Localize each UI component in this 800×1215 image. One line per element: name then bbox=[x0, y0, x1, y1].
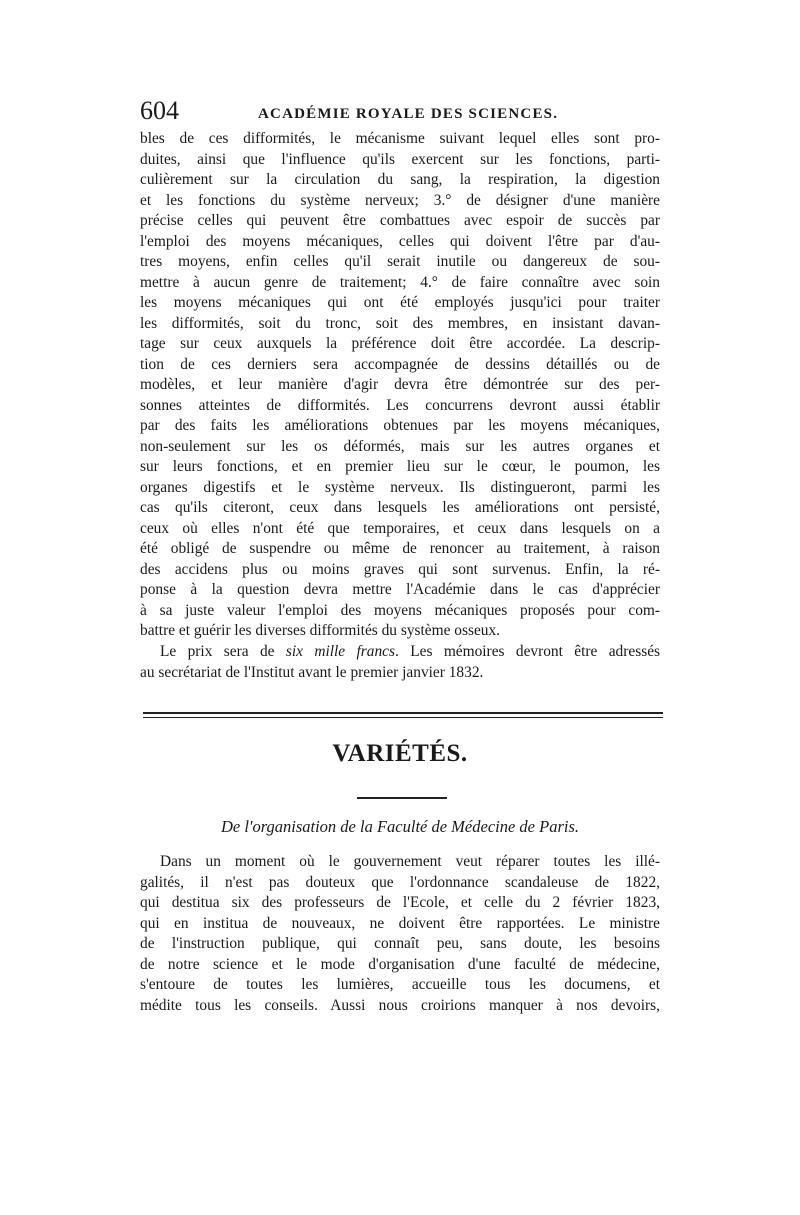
text-line: battre et guérir les diverses difformités du système osseux. bbox=[140, 622, 501, 639]
prize-text-before: Le prix sera de bbox=[160, 643, 286, 660]
section-divider bbox=[143, 712, 663, 718]
text-line: qui en institua de nouveaux, ne doivent être rapportées. Le ministre bbox=[140, 914, 660, 932]
page-header bbox=[140, 96, 670, 130]
text-line: par des faits les améliorations obtenues par les moyens mécaniques, bbox=[140, 417, 660, 434]
text-line: Dans un moment où le gouvernement veut réparer toutes les illé- bbox=[160, 853, 660, 870]
text-line: ceux où elles n'ont été que temporaires, et ceux dans lesquels on a bbox=[140, 519, 660, 537]
text-line: modèles, et leur manière d'agir devra être démontrée sur des per- bbox=[140, 376, 660, 393]
text-line: cas qu'ils citeront, ceux dans lesquels les améliorations ont persisté, bbox=[140, 499, 660, 516]
text-line: les moyens mécaniques qui ont été employés jusqu'ici pour traiter bbox=[140, 294, 660, 311]
text-line: de l'instruction publique, qui connaît peu, sans doute, les besoins bbox=[140, 935, 660, 952]
section-title: VARIÉTÉS. bbox=[332, 740, 468, 767]
text-line: à sa juste valeur l'emploi des moyens mécaniques proposés pour com- bbox=[140, 601, 660, 619]
text-line: sur leurs fonctions, et en premier lieu sur le cœur, le poumon, les bbox=[140, 458, 660, 475]
prize-paragraph bbox=[140, 642, 660, 683]
text-line: mettre à aucun genre de traitement; 4.° de faire connaître avec soin bbox=[140, 273, 660, 291]
top-paragraph bbox=[140, 129, 660, 642]
text-line: et les fonctions du système nerveux; 3.° de désigner d'une manière bbox=[140, 191, 660, 209]
text-line: des accidens plus ou moins graves qui sont survenus. Enfin, la ré- bbox=[140, 560, 660, 578]
page-number: 604 bbox=[140, 96, 179, 125]
text-line: qui destitua six des professeurs de l'Ecole, et celle du 2 février 1823, bbox=[140, 894, 660, 911]
text-line: ponse à la question devra mettre l'Académie dans le cas d'apprécier bbox=[140, 581, 660, 598]
text-line: sonnes atteintes de difformités. Les concurrens devront aussi établir bbox=[140, 396, 660, 414]
prize-amount: six mille francs bbox=[285, 643, 395, 660]
text-line: médite tous les conseils. Aussi nous croirions manquer à nos devoirs, bbox=[140, 996, 660, 1014]
deadline-line: au secrétariat de l'Institut avant le premier janvier 1832. bbox=[140, 663, 484, 681]
prize-text-after: . Les mémoires devront être adressés bbox=[394, 643, 661, 660]
text-line: culièrement sur la circulation du sang, la respiration, la digestion bbox=[140, 171, 660, 188]
prize-line bbox=[140, 642, 660, 663]
text-line: galités, il n'est pas douteux que l'ordonnance scandaleuse de 1822, bbox=[140, 873, 660, 891]
text-line: les difformités, soit du tronc, soit des membres, en insistant davan- bbox=[140, 314, 660, 332]
text-line: l'emploi des moyens mécaniques, celles qui doivent l'être par d'au- bbox=[140, 232, 660, 250]
section-subtitle: De l'organisation de la Faculté de Médecine de Paris. bbox=[220, 817, 580, 836]
text-line: tres moyens, enfin celles qu'il serait inutile ou dangereux de sou- bbox=[140, 253, 660, 270]
text-line: bles de ces difformités, le mécanisme suivant lequel elles sont pro- bbox=[140, 130, 660, 147]
text-line: de notre science et le mode d'organisation d'une faculté de médecine, bbox=[140, 955, 660, 973]
text-line: duites, ainsi que l'influence qu'ils exercent sur les fonctions, parti- bbox=[140, 150, 660, 168]
text-line: s'entoure de toutes les lumières, accueille tous les documens, et bbox=[140, 976, 660, 993]
bottom-paragraph bbox=[140, 852, 660, 1016]
title-underline bbox=[357, 797, 447, 799]
text-line: précise celles qui peuvent être combattues avec espoir de succès par bbox=[140, 212, 660, 229]
text-line: tion de ces derniers sera accompagnée de dessins détaillés ou de bbox=[140, 355, 660, 373]
text-line: été obligé de suspendre ou même de renoncer au traitement, à raison bbox=[140, 540, 660, 557]
text-line: organes digestifs et le système nerveux. Ils distingueront, parmi les bbox=[140, 478, 660, 496]
running-title: ACADÉMIE ROYALE DES SCIENCES. bbox=[258, 106, 559, 122]
text-line: tage sur ceux auxquels la préférence doit être accordée. La descrip- bbox=[140, 335, 660, 352]
text-line: non-seulement sur les os déformés, mais sur les autres organes et bbox=[140, 437, 660, 455]
